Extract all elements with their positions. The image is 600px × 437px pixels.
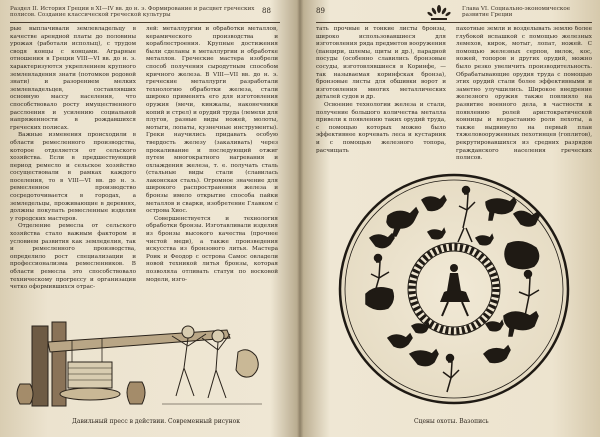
- paragraph: Важные изменения происходили в области ремесленного производства, которое отделяется от сельского хозяйства. Если в предшествующий период ремесло и сельское хозяйство сосуществовали в рамках каждого поселения, то в VIII—VI вв. до н. э. ремесленное производство сосредоточивается в городах, а земледельцы, проживающие в деревнях, должны покупать ремесленные изделия у городских мастеров.: [10, 132, 136, 222]
- right-header-rule: [316, 22, 592, 23]
- right-column-2: [456, 26, 592, 162]
- left-running-header: Раздел II. История Греции в XI—IV вв. до н. э. Формирование и расцвет греческих полисов. Создание классической греческой культуры: [10, 6, 255, 19]
- paragraph: Отделение ремесла от сельского хозяйства стало важным фактором и условием развития как земледелия, так и ремесленного производства, определило рост специализации и профессионализма ремесленников. В области ремесла это способствовало техническому прогрессу и организации четко оформившихся отрас-: [10, 223, 136, 291]
- hunter-head: [375, 255, 382, 262]
- right-running-header: Глава VI. Социально-экономическое развитие Греции: [462, 6, 571, 19]
- paragraph: Освоение технологии железа и стали, получение большого количества металла привели к появлению таких орудий труда, с помощью которых можно было эффективнее корчевать леса и кустарник и с помощью железного топора, расчищать: [316, 101, 446, 154]
- hunter-head: [525, 271, 532, 278]
- press-post: [32, 326, 48, 406]
- paragraph: рые выплачивали землевладельцу в качестве арендной платы до половины урожая (работали испольщ), с трудом сводя концы с концами. Аграрные отношения в Греции VIII—VI вв. до н. э. характеризуются укреплением крупного землевладения знати (потомков родовой знати) и разорением мелких землевладельцев, составлявших основную массу населения, что способствовало росту имущественного расслоения и усилению социальной напряженности в рождавшихся греческих полисах.: [10, 26, 136, 131]
- hunting-scene-plate: [336, 166, 572, 412]
- figure-body: [172, 334, 206, 396]
- press-base: [60, 388, 120, 400]
- press-beam: [48, 330, 230, 352]
- jar: [127, 382, 145, 404]
- left-header-rule: [10, 22, 280, 23]
- hunter-head: [447, 355, 454, 362]
- paragraph: пахотные земли и возделывать землю более глубокой вспашкой с помощью железных лемехов, кирок, мотыг, лопат, ножей. С помощью железных серпов, вилок, кос, ножей, топоров и других орудий, можно было резко увеличить производительность. Обрабатывающие орудия труда с помощью этих орудий стали более эффективными и заметно улучшились. Широкое внедрение железного оружия также повлияло на развитие военного дела, в частности к появлению ролей аристократической конницы и возрастанию роли пехоты, а также выдвинуло на первый план тяжеловооруженных пехотинцев (гоплитов), рекрутировавшихся из средних разрядов гражданского населения греческих полисов.: [456, 26, 592, 162]
- lion: [366, 288, 393, 310]
- paragraph: тать прочные и тонкие листы бронзы, широко использовавшиеся для изготовления ряда предметов вооружения (панцири, шлемы, щиты и др.), парадной посуды (особенно славились бронзовые сосуды, изготовлявшиеся в Коринфе, — так называемая коринфская бронза), бронзовые листы для обшивки ворот и изготовления многих металлических деталей судов и др.: [316, 26, 446, 101]
- boar: [505, 242, 539, 269]
- right-page: [302, 0, 600, 437]
- figure-body: [202, 334, 230, 398]
- press-basket: [68, 362, 112, 388]
- palmette-icon: [426, 4, 452, 22]
- wine-press-illustration: [12, 312, 280, 414]
- figure-head: [182, 326, 194, 338]
- left-column-2: [146, 26, 278, 310]
- right-figure-caption: Сцены охоты. Вазопись: [414, 418, 489, 425]
- left-page-number: 88: [262, 7, 271, 15]
- paragraph: Совершенствуется и технология обработки бронзы. Изготавливали изделия из бронзы высокого качества (прочнее чистой меди), а также произведения искусства из бронзового литья. Мастера Роик и Феодор с острова Самос овладели новой техникой литья бронзы, которая позволяла отливать статуи по восковой модели, изго-: [146, 215, 278, 283]
- left-column-1: [10, 26, 136, 310]
- left-figure-caption: Давильный пресс в действии. Современный рисунок: [72, 418, 240, 425]
- hunter-head: [463, 187, 470, 194]
- left-page: [0, 0, 298, 437]
- figure-head: [212, 330, 224, 342]
- grapes: [236, 350, 258, 377]
- jar: [17, 384, 33, 404]
- right-column-1: [316, 26, 446, 162]
- paragraph: лей: металлургии и обработки металлов, керамического производства и кораблестроения. Крупные достижения были сделаны в металлургии и обработке металлов. Греческие мастера изобрели способ получения сыродутным способом кричного железа. В VIII—VII вв. до н. э. греческие металлурги разработали технологию обработки железа, стали широко применять его для изготовления оружия (мечи, кинжалы, наконечники копий и стрел) и орудий труда (лемехи для плугов, разные виды ножей, молоты, мотыги, лопаты, кузнечные инструменты). Греки научились придавать особую твердость железу (закаливать) через прокаливание и последующий отжиг путем многократного нагревания и охлаждения железа, т. е. получать сталь (стальные виды стали (славилась лаконская сталь). Огромное значение для широкого распространения железа и бронзы имело открытие способа пайки металлов и сварки, изобретение Главком с острова Хиос.: [146, 26, 278, 215]
- right-page-number: 89: [316, 7, 325, 15]
